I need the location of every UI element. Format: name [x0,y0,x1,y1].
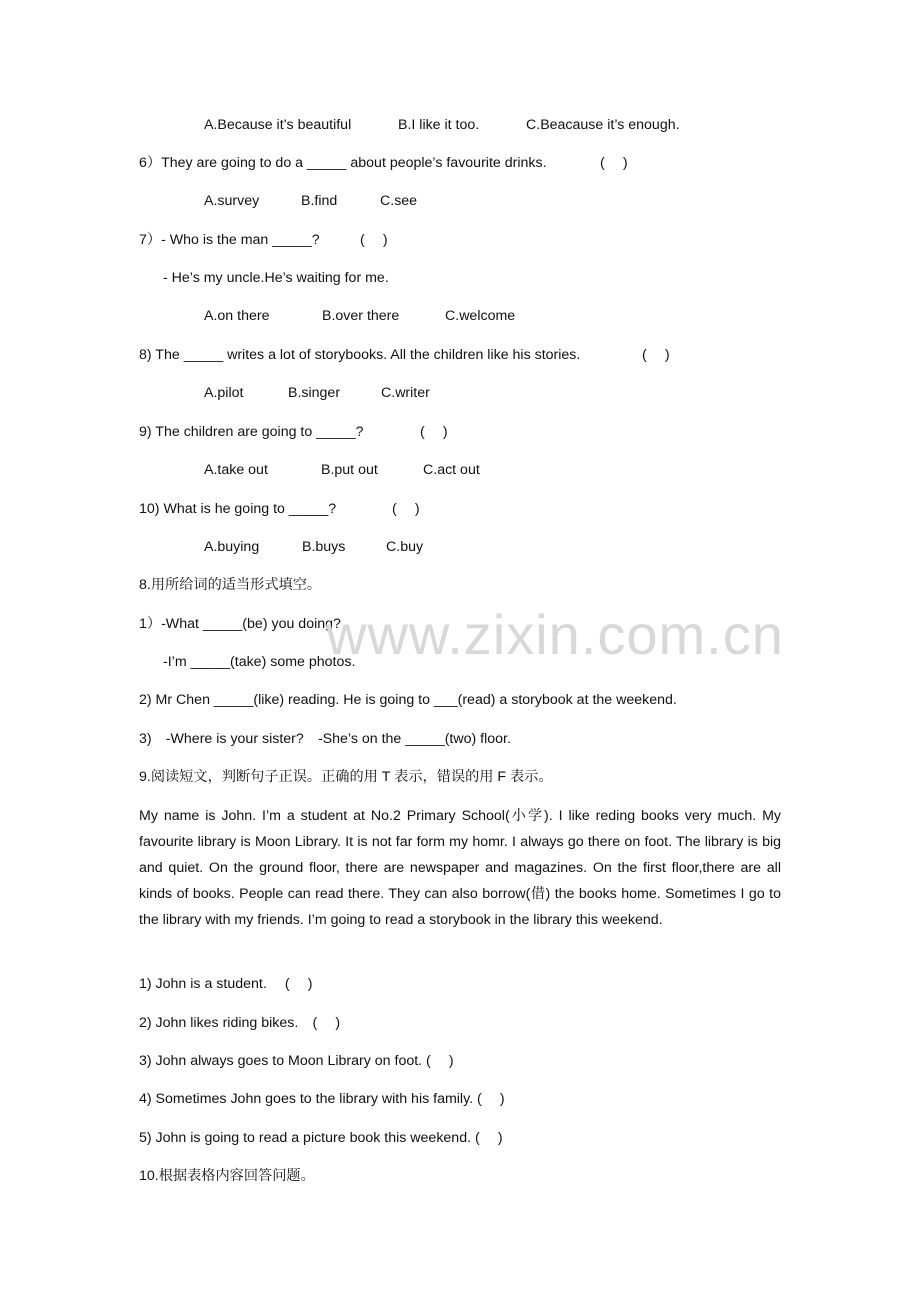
q7-option-b: B.over there [322,308,400,324]
q6-option-b: B.find [301,193,338,209]
q10-option-c: C.buy [386,539,424,555]
q7-option-a: A.on there [204,308,270,324]
reading-passage: My name is John. I’m a student at No.2 Primary School(小学). I like reding books very much. My favourite library is Moon Library. It is not far form my homr. I always go there on foot. The library is big and quiet. On the ground floor, there are newspaper and magazines. On the first floor,there are all kinds of books. People can read there. They can also borrow(借) the books home. Sometimes I go to the library with my friends. I’m going to read a storybook in the library this weekend. [139,808,781,928]
section8-item-1-reply: -I’m _____(take) some photos. [163,654,356,670]
q7-reply: - He’s my uncle.He’s waiting for me. [163,270,389,286]
q6-option-c: C.see [380,193,418,209]
q9-option-a: A.take out [204,462,268,478]
q10-answer-bracket: ( ) [392,501,420,517]
q8-option-a: A.pilot [204,385,244,401]
statement-4: 4) Sometimes John goes to the library with his family. ( ) [139,1091,505,1107]
q9-question: 9) The children are going to _____? [139,424,364,440]
q7-question: 7）- Who is the man _____? [139,232,320,248]
q10-question: 10) What is he going to _____? [139,501,337,517]
q6-answer-bracket: ( ) [600,155,628,171]
statement-1: 1) John is a student. ( ) [139,976,313,992]
statement-5: 5) John is going to read a picture book this weekend. ( ) [139,1130,503,1146]
q8-answer-bracket: ( ) [642,347,670,363]
statement-3: 3) John always goes to Moon Library on foot. ( ) [139,1053,454,1069]
section8-item-1: 1）-What _____(be) you doing? [139,616,341,632]
section8-item-2: 2) Mr Chen _____(like) reading. He is going to ___(read) a storybook at the weekend. [139,692,677,708]
q5-option-c: C.Beacause it’s enough. [526,117,680,133]
statement-2: 2) John likes riding bikes. ( ) [139,1015,341,1031]
q7-option-c: C.welcome [445,308,516,324]
q10-option-a: A.buying [204,539,260,555]
q9-option-c: C.act out [423,462,480,478]
q9-option-b: B.put out [321,462,378,478]
section8-item-3: 3) -Where is your sister? -She’s on the _____(two) floor. [139,731,511,747]
section10-title: 10.根据表格内容回答问题。 [139,1168,315,1184]
section9-title: 9.阅读短文，判断句子正误。正确的用 T 表示，错误的用 F 表示。 [139,769,553,785]
q6-question: 6）They are going to do a _____ about people’s favourite drinks. [139,155,547,171]
q5-option-b: B.I like it too. [398,117,480,133]
q7-answer-bracket: ( ) [360,232,388,248]
q8-question: 8) The _____ writes a lot of storybooks. All the children like his stories. [139,347,581,363]
q5-option-a: A.Because it’s beautiful [204,117,352,133]
q9-answer-bracket: ( ) [420,424,448,440]
section8-title: 8.用所给词的适当形式填空。 [139,577,322,593]
watermark: www.zixin.com.cn [326,603,784,666]
q8-option-c: C.writer [381,385,430,401]
q6-option-a: A.survey [204,193,260,209]
q8-option-b: B.singer [288,385,341,401]
q10-option-b: B.buys [302,539,346,555]
